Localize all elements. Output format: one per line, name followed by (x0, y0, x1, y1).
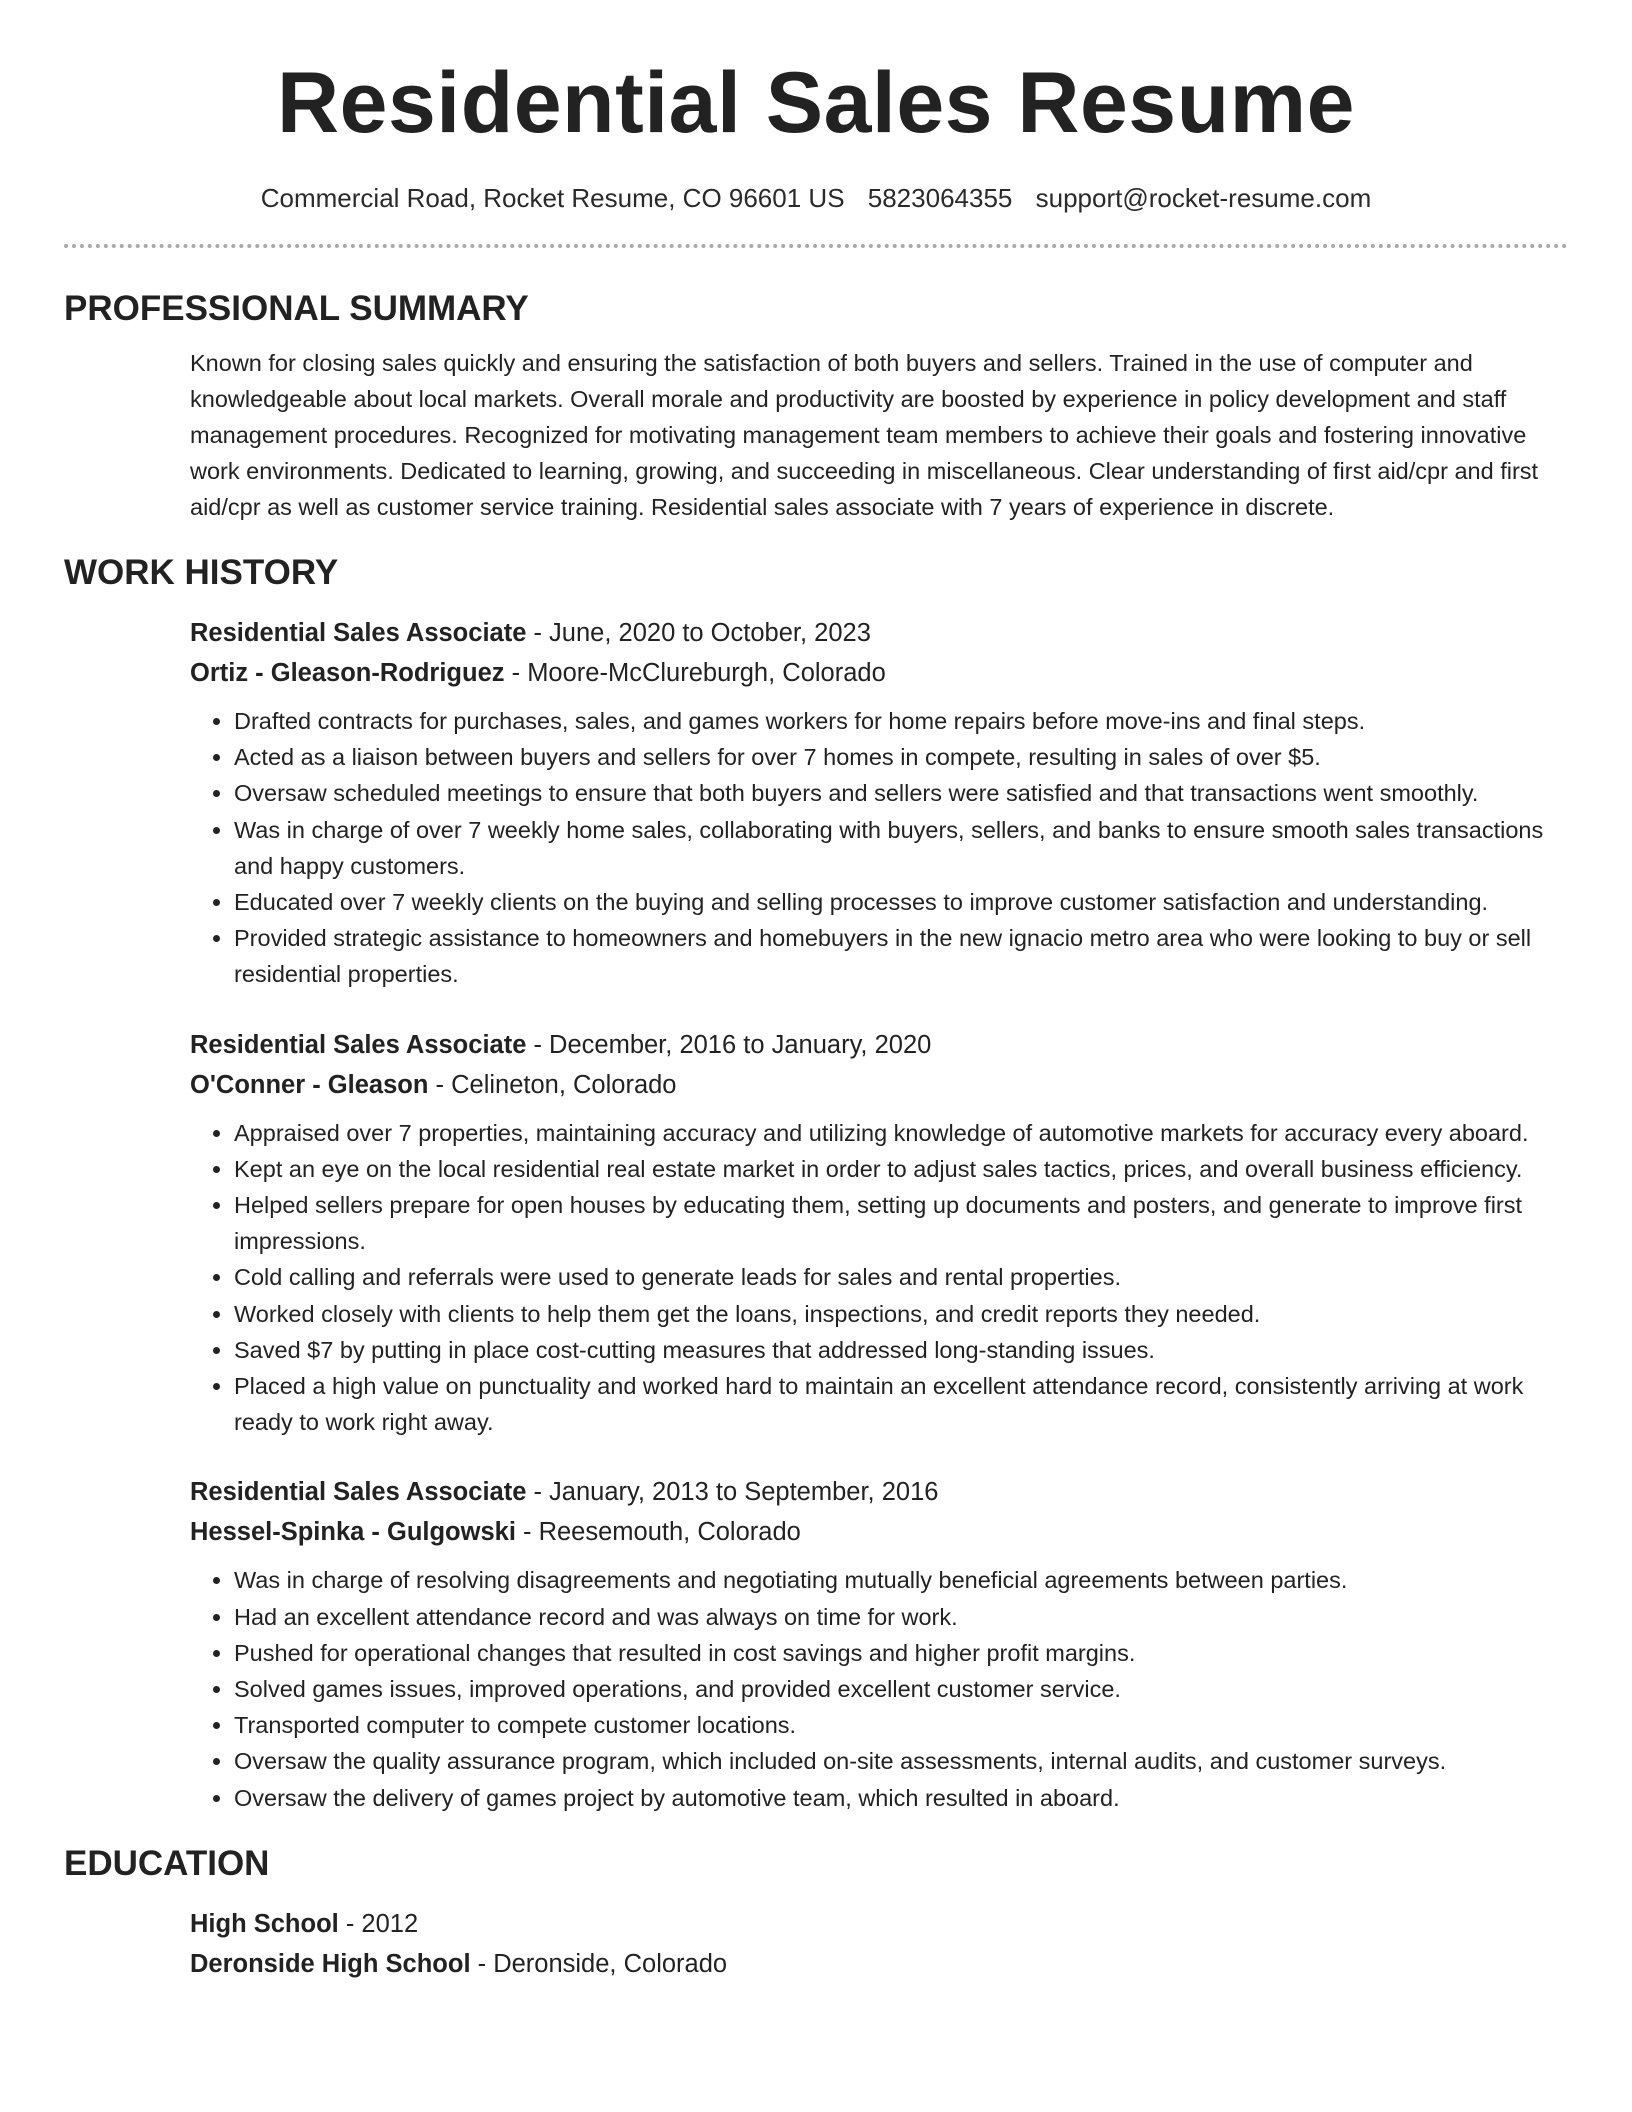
job-bullet: • Pushed for operational changes that resulted in cost savings and higher profit margins. (234, 1635, 1568, 1671)
job-company: Hessel-Spinka - Gulgowski (190, 1518, 516, 1547)
job-dates: - January, 2013 to September, 2016 (526, 1478, 939, 1507)
contact-phone: 5823064355 (867, 183, 1013, 213)
job-bullet: • Acted as a liaison between buyers and sellers for over 7 homes in compete, resulting in sales of over $5. (234, 739, 1568, 775)
job-bullet: • Drafted contracts for purchases, sales, and games workers for home repairs before move-ins and final steps. (234, 703, 1568, 739)
job-company-line (190, 653, 1568, 693)
education-entry (190, 1904, 1568, 1984)
education-degree-line (190, 1904, 1568, 1944)
job-entry (190, 1025, 1568, 1441)
job-bullet: • Was in charge of over 7 weekly home sales, collaborating with buyers, sellers, and banks to ensure smooth sales transactions and happy customers. (234, 812, 1568, 884)
job-role-line (190, 1472, 1568, 1512)
job-bullet: • Oversaw the quality assurance program, which included on-site assessments, internal audits, and customer surveys. (234, 1743, 1568, 1779)
job-bullet: • Appraised over 7 properties, maintaining accuracy and utilizing knowledge of automotive markets for accuracy every aboard. (234, 1115, 1568, 1151)
job-bullet: • Oversaw scheduled meetings to ensure that both buyers and sellers were satisfied and that transactions went smoothly. (234, 775, 1568, 811)
job-entry (190, 613, 1568, 993)
job-bullet: • Cold calling and referrals were used to generate leads for sales and rental properties. (234, 1259, 1568, 1295)
job-bullet: • Was in charge of resolving disagreements and negotiating mutually beneficial agreements between parties. (234, 1562, 1568, 1598)
contact-line (64, 180, 1568, 216)
job-company-line (190, 1065, 1568, 1105)
job-bullet: • Helped sellers prepare for open houses by educating them, setting up documents and posters, and generate to improve first impressions. (234, 1187, 1568, 1259)
job-location: - Reesemouth, Colorado (515, 1518, 801, 1547)
education-section (64, 1842, 1568, 1984)
job-bullet: • Kept an eye on the local residential real estate market in order to adjust sales tactics, prices, and overall business efficiency. (234, 1151, 1568, 1187)
job-company: Ortiz - Gleason-Rodriguez (190, 659, 505, 687)
education-year: - 2012 (338, 1909, 419, 1938)
education-school-line (190, 1944, 1568, 1984)
job-bullet: • Solved games issues, improved operations, and provided excellent customer service. (234, 1671, 1568, 1707)
education-school: Deronside High School (190, 1949, 471, 1978)
job-bullet: • Had an excellent attendance record and was always on time for work. (234, 1599, 1568, 1635)
job-role-line (190, 613, 1568, 653)
resume-title: Residential Sales Resume (277, 55, 1355, 151)
contact-email: support@rocket-resume.com (1035, 183, 1372, 213)
job-bullets (190, 1562, 1568, 1815)
education-degree: High School (190, 1909, 339, 1938)
job-company: O'Conner - Gleason (190, 1070, 429, 1099)
job-role: Residential Sales Associate (190, 1030, 527, 1059)
job-role-line (190, 1025, 1568, 1065)
summary-section (64, 287, 1568, 525)
job-bullets (190, 1115, 1568, 1441)
job-entry (190, 1472, 1568, 1815)
summary-text: Known for closing sales quickly and ensuring the satisfaction of both buyers and sellers. Trained in the use of computer and knowledgeable about local markets. Overall morale and productivity are boosted by experience in policy development and staff management procedures. Recognized for motivating management team members to achieve their goals and fostering innovative work environments. Dedicated to learning, growing, and succeeding in miscellaneous. Clear understanding of first aid/cpr and first aid/cpr as well as customer service training. Residential sales associate with 7 years of experience in discrete. (190, 350, 1539, 520)
education-heading: EDUCATION (64, 1843, 270, 1883)
job-company-line (190, 1512, 1568, 1552)
job-location: - Moore-McClureburgh, Colorado (504, 659, 886, 687)
job-role: Residential Sales Associate (190, 619, 527, 647)
job-bullet: • Transported computer to compete customer locations. (234, 1707, 1568, 1743)
job-dates: - December, 2016 to January, 2020 (526, 1030, 932, 1059)
header-divider (64, 244, 1568, 248)
job-bullet: • Placed a high value on punctuality and worked hard to maintain an excellent attendance record, consistently arriving at work ready to work right away. (234, 1368, 1568, 1440)
summary-heading: PROFESSIONAL SUMMARY (64, 289, 529, 328)
work-history-heading: WORK HISTORY (64, 553, 339, 592)
job-bullet: • Saved $7 by putting in place cost-cutting measures that addressed long-standing issues. (234, 1332, 1568, 1368)
job-bullet: • Worked closely with clients to help them get the loans, inspections, and credit reports they needed. (234, 1296, 1568, 1332)
job-bullet: • Provided strategic assistance to homeowners and homebuyers in the new ignacio metro area who were looking to buy or sell residential properties. (234, 920, 1568, 992)
job-bullets (190, 703, 1568, 993)
resume-page (64, 0, 1568, 1984)
job-bullet: • Educated over 7 weekly clients on the buying and selling processes to improve customer satisfaction and understanding. (234, 884, 1568, 920)
education-location: - Deronside, Colorado (470, 1949, 728, 1978)
work-history-section (64, 551, 1568, 1816)
job-role: Residential Sales Associate (190, 1478, 527, 1507)
job-dates: - June, 2020 to October, 2023 (526, 619, 871, 647)
job-location: - Celineton, Colorado (428, 1070, 677, 1099)
job-bullet: • Oversaw the delivery of games project by automotive team, which resulted in aboard. (234, 1780, 1568, 1816)
contact-address: Commercial Road, Rocket Resume, CO 96601 US (260, 183, 845, 213)
